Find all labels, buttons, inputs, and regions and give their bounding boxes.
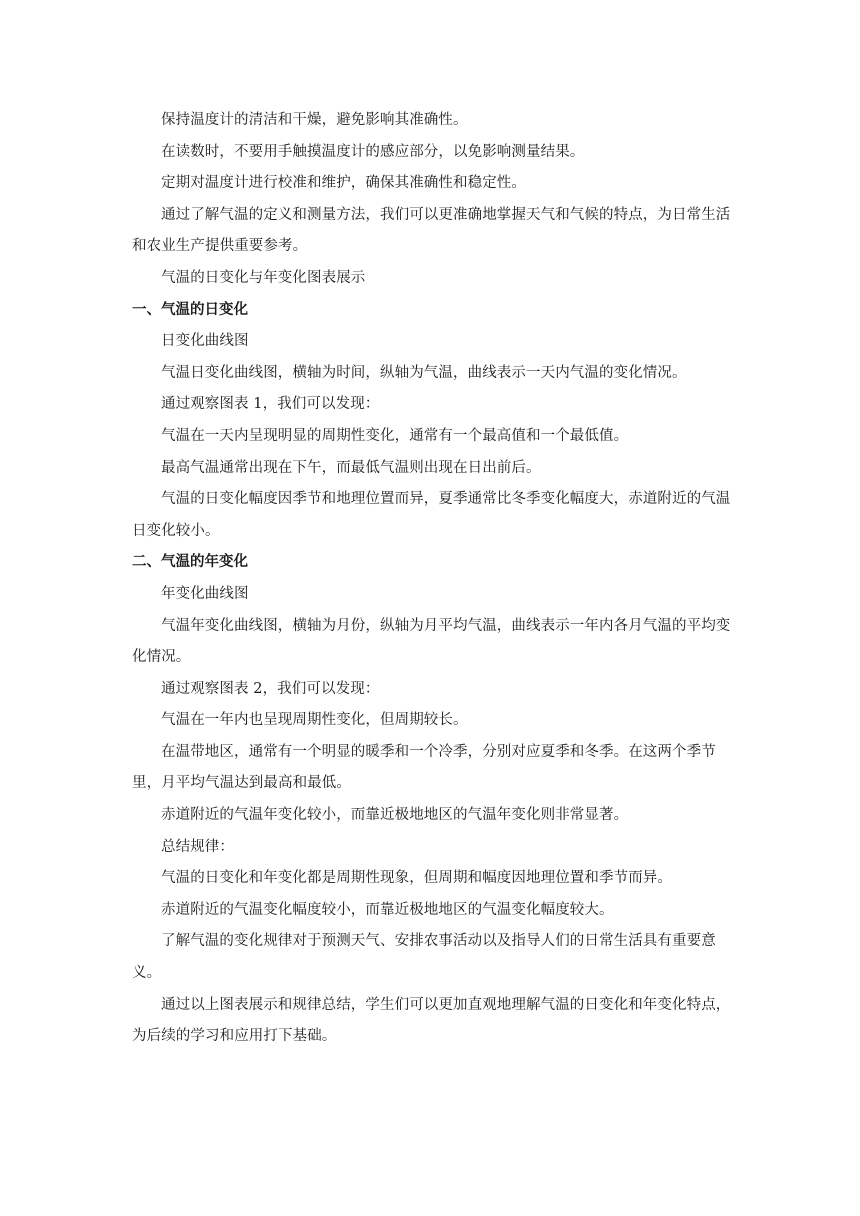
paragraph: 在读数时，不要用手触摸温度计的感应部分，以免影响测量结果。 <box>161 143 585 160</box>
paragraph: 在温带地区，通常有一个明显的暖季和一个冷季，分别对应夏季和冬季。在这两个季节里，月平均气温达到最高和最低。 <box>132 743 716 792</box>
paragraph: 日变化曲线图 <box>161 333 249 350</box>
paragraph: 气温的日变化与年变化图表展示 <box>161 269 366 286</box>
paragraph: 气温的日变化和年变化都是周期性现象，但周期和幅度因地理位置和季节而异。 <box>161 870 672 887</box>
paragraph: 气温在一天内呈现明显的周期性变化，通常有一个最高值和一个最低值。 <box>161 427 629 444</box>
section-heading: 一、气温的日变化 <box>132 301 248 318</box>
section-heading: 二、气温的年变化 <box>132 554 248 571</box>
paragraph: 通过观察图表 2，我们可以发现： <box>161 680 380 697</box>
paragraph: 通过观察图表 1，我们可以发现： <box>161 396 380 413</box>
paragraph: 赤道附近的气温年变化较小，而靠近极地地区的气温年变化则非常显著。 <box>161 807 629 824</box>
paragraph: 气温年变化曲线图，横轴为月份，纵轴为月平均气温，曲线表示一年内各月气温的平均变化情况。 <box>132 617 731 666</box>
paragraph: 总结规律： <box>161 838 234 855</box>
paragraph: 最高气温通常出现在下午，而最低气温则出现在日出前后。 <box>161 459 541 476</box>
paragraph: 赤道附近的气温变化幅度较小，而靠近极地地区的气温变化幅度较大。 <box>161 901 614 918</box>
paragraph: 气温日变化曲线图，横轴为时间，纵轴为气温，曲线表示一天内气温的变化情况。 <box>161 364 687 381</box>
paragraph: 通过了解气温的定义和测量方法，我们可以更准确地掌握天气和气候的特点，为日常生活和农业生产提供重要参考。 <box>132 206 731 255</box>
paragraph: 定期对温度计进行校准和维护，确保其准确性和稳定性。 <box>161 175 526 192</box>
paragraph: 年变化曲线图 <box>161 585 249 602</box>
document-page <box>132 105 732 1053</box>
paragraph: 保持温度计的清洁和干燥，避免影响其准确性。 <box>161 112 468 128</box>
paragraph: 了解气温的变化规律对于预测天气、安排农事活动以及指导人们的日常生活具有重要意义。 <box>132 933 716 982</box>
paragraph: 通过以上图表展示和规律总结，学生们可以更加直观地理解气温的日变化和年变化特点，为后续的学习和应用打下基础。 <box>132 996 731 1045</box>
paragraph: 气温的日变化幅度因季节和地理位置而异，夏季通常比冬季变化幅度大，赤道附近的气温日变化较小。 <box>132 491 731 539</box>
paragraph: 气温在一年内也呈现周期性变化，但周期较长。 <box>161 712 468 729</box>
